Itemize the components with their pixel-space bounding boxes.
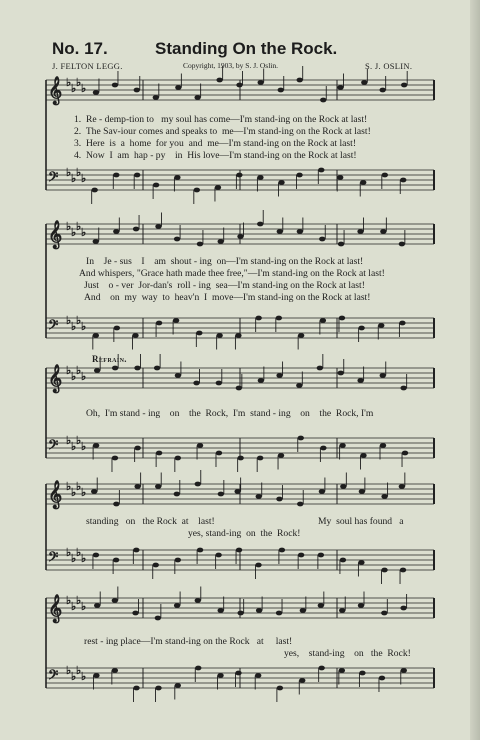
note-head <box>296 383 302 388</box>
note-head <box>156 321 162 326</box>
note-head <box>235 671 241 676</box>
note-head <box>237 456 243 461</box>
note-head <box>93 239 99 244</box>
note-head <box>153 563 159 568</box>
flat-sign-icon: ♭ <box>81 227 87 239</box>
note-head <box>297 229 303 234</box>
note-head <box>278 180 284 185</box>
refrain-line-3a: rest - ing place—I'm stand-ing on the Rock at last! <box>84 636 293 647</box>
note-head <box>276 373 282 378</box>
note-head <box>359 671 365 676</box>
flat-sign-icon: ♭ <box>66 315 72 327</box>
note-head <box>216 333 222 338</box>
note-head <box>256 608 262 613</box>
flat-sign-icon: ♭ <box>76 481 82 493</box>
note-head <box>401 668 407 673</box>
note-head <box>112 668 118 673</box>
hymn-number: No. 17. <box>52 39 108 58</box>
note-head <box>93 333 99 338</box>
note-head <box>217 673 223 678</box>
note-head <box>320 318 326 323</box>
note-head <box>197 242 203 247</box>
flat-sign-icon: ♭ <box>71 321 77 333</box>
flat-sign-icon: ♭ <box>76 665 82 677</box>
verse-4-line-1: 4. Now I am hap - py in His love—I'm stand-ing on the Rock at last! <box>74 150 357 161</box>
treble-clef-icon: 𝄞 <box>48 78 63 104</box>
note-head <box>257 456 263 461</box>
note-head <box>318 553 324 558</box>
flat-sign-icon: ♭ <box>66 435 72 447</box>
note-head <box>215 185 221 190</box>
note-head <box>175 85 181 90</box>
flat-sign-icon: ♭ <box>76 315 82 327</box>
flat-sign-icon: ♭ <box>81 671 87 683</box>
verse-4-line-2: And on my way to heav'n I move—I'm stand-ing on the Rock at last! <box>84 292 371 303</box>
flat-sign-icon: ♭ <box>71 671 77 683</box>
note-head <box>317 366 323 371</box>
refrain-line-2c: yes, stand-ing on the Rock! <box>188 528 301 539</box>
note-head <box>155 484 161 489</box>
note-head <box>134 484 140 489</box>
note-head <box>298 553 304 558</box>
note-head <box>197 443 203 448</box>
note-head <box>112 598 118 603</box>
note-head <box>297 502 303 507</box>
note-head <box>276 611 282 616</box>
note-head <box>379 676 385 681</box>
note-head <box>320 446 326 451</box>
note-head <box>174 603 180 608</box>
note-head <box>340 484 346 489</box>
note-head <box>255 563 261 568</box>
note-head <box>358 603 364 608</box>
note-head <box>257 175 263 180</box>
note-head <box>298 436 304 441</box>
note-head <box>380 373 386 378</box>
flat-sign-icon: ♭ <box>71 227 77 239</box>
flat-sign-icon: ♭ <box>81 83 87 95</box>
note-head <box>378 323 384 328</box>
note-head <box>255 673 261 678</box>
note-head <box>380 443 386 448</box>
flat-sign-icon: ♭ <box>81 553 87 565</box>
note-head <box>277 686 283 691</box>
verse-1-line-1: 1. Re - demp-tion to my soul has come—I'm stand-ing on the Rock at last! <box>74 114 368 125</box>
treble-clef-icon: 𝄞 <box>48 596 63 622</box>
note-head <box>236 386 242 391</box>
note-head <box>94 603 100 608</box>
note-head <box>195 482 201 487</box>
note-head <box>340 558 346 563</box>
flat-sign-icon: ♭ <box>71 441 77 453</box>
note-head <box>337 175 343 180</box>
note-head <box>318 168 324 173</box>
note-head <box>236 83 242 88</box>
treble-clef-icon: 𝄞 <box>48 366 63 392</box>
composer-credit: S. J. OSLIN. <box>365 61 413 71</box>
flat-sign-icon: ♭ <box>76 77 82 89</box>
note-head <box>156 451 162 456</box>
treble-clef-icon: 𝄞 <box>48 222 63 248</box>
note-head <box>93 673 99 678</box>
note-head <box>319 489 325 494</box>
note-head <box>337 85 343 90</box>
note-head <box>400 606 406 611</box>
note-head <box>175 558 181 563</box>
flat-sign-icon: ♭ <box>76 365 82 377</box>
flat-sign-icon: ♭ <box>71 371 77 383</box>
refrain-line-2b: My soul has found a <box>318 516 404 527</box>
note-head <box>93 90 99 95</box>
note-head <box>320 98 326 103</box>
note-head <box>134 366 140 371</box>
note-head <box>381 568 387 573</box>
note-head <box>174 492 180 497</box>
note-head <box>154 366 160 371</box>
note-head <box>298 333 304 338</box>
flat-sign-icon: ♭ <box>81 601 87 613</box>
note-head <box>218 239 224 244</box>
flat-sign-icon: ♭ <box>66 665 72 677</box>
flat-sign-icon: ♭ <box>81 441 87 453</box>
note-head <box>216 381 222 386</box>
note-head <box>175 456 181 461</box>
note-head <box>194 95 200 100</box>
flat-sign-icon: ♭ <box>71 601 77 613</box>
bass-clef-icon: 𝄢 <box>48 551 59 568</box>
note-head <box>237 234 243 239</box>
note-head <box>153 95 159 100</box>
note-head <box>339 316 345 321</box>
note-head <box>133 686 139 691</box>
note-head <box>338 242 344 247</box>
note-head <box>339 668 345 673</box>
flat-sign-icon: ♭ <box>66 221 72 233</box>
flat-sign-icon: ♭ <box>66 167 72 179</box>
note-head <box>132 333 138 338</box>
note-head <box>361 80 367 85</box>
note-head <box>360 453 366 458</box>
note-head <box>113 173 119 178</box>
note-head <box>94 368 100 373</box>
bass-clef-icon: 𝄢 <box>48 319 59 336</box>
note-head <box>359 489 365 494</box>
note-head <box>134 88 140 93</box>
note-head <box>132 611 138 616</box>
note-head <box>339 608 345 613</box>
refrain-line-1: Oh, I'm stand - ing on the Rock, I'm stand - ing on the Rock, I'm <box>86 408 374 419</box>
note-head <box>338 371 344 376</box>
flat-sign-icon: ♭ <box>76 595 82 607</box>
bass-clef-icon: 𝄢 <box>48 171 59 188</box>
flat-sign-icon: ♭ <box>66 77 72 89</box>
note-head <box>381 494 387 499</box>
verse-2-line-2: And whispers, "Grace hath made thee free,"—I'm stand-ing on the Rock at last! <box>79 268 385 279</box>
note-head <box>134 173 140 178</box>
note-head <box>278 453 284 458</box>
note-head <box>236 548 242 553</box>
flat-sign-icon: ♭ <box>76 435 82 447</box>
bass-clef-icon: 𝄢 <box>48 669 59 686</box>
note-head <box>381 611 387 616</box>
note-head <box>155 686 161 691</box>
note-head <box>380 229 386 234</box>
note-head <box>133 227 139 232</box>
note-head <box>319 237 325 242</box>
note-head <box>235 333 241 338</box>
note-head <box>278 88 284 93</box>
bass-clef-icon: 𝄢 <box>48 439 59 456</box>
note-head <box>196 331 202 336</box>
refrain-label: Refrain. <box>92 354 127 364</box>
note-head <box>91 188 97 193</box>
refrain-line-2a: standing on the Rock at last! <box>86 516 215 527</box>
flat-sign-icon: ♭ <box>66 481 72 493</box>
note-head <box>339 443 345 448</box>
note-head <box>358 560 364 565</box>
note-head <box>297 78 303 83</box>
note-head <box>257 222 263 227</box>
flat-sign-icon: ♭ <box>66 595 72 607</box>
note-head <box>358 326 364 331</box>
note-head <box>112 456 118 461</box>
verse-1-line-2: In Je - sus I am shout - ing on—I'm stand-ing on the Rock at last! <box>86 256 364 267</box>
note-head <box>296 173 302 178</box>
note-head <box>155 224 161 229</box>
verse-2-line-1: 2. The Sav-iour comes and speaks to me—I'm stand-ing on the Rock at last! <box>74 126 371 137</box>
note-head <box>357 378 363 383</box>
treble-clef-icon: 𝄞 <box>48 482 63 508</box>
flat-sign-icon: ♭ <box>71 553 77 565</box>
note-head <box>318 603 324 608</box>
note-head <box>217 608 223 613</box>
verse-3-line-1: 3. Here is a home for you and me—I'm stand-ing on the Rock at last! <box>74 138 357 149</box>
refrain-line-3b: yes, stand-ing on the Rock! <box>284 648 411 659</box>
hymn-title: Standing On the Rock. <box>155 39 338 58</box>
note-head <box>276 316 282 321</box>
note-head <box>276 497 282 502</box>
note-head <box>401 83 407 88</box>
note-head <box>174 175 180 180</box>
note-head <box>91 489 97 494</box>
note-head <box>382 173 388 178</box>
verse-3-line-2: Just o - ver Jor-dan's roll - ing sea—I'm stand-ing on the Rock at last! <box>84 280 365 291</box>
flat-sign-icon: ♭ <box>76 547 82 559</box>
note-head <box>318 666 324 671</box>
note-head <box>197 548 203 553</box>
note-head <box>399 242 405 247</box>
note-head <box>258 378 264 383</box>
note-head <box>153 183 159 188</box>
note-head <box>175 683 181 688</box>
note-head <box>113 229 119 234</box>
note-head <box>299 678 305 683</box>
note-head <box>215 553 221 558</box>
flat-sign-icon: ♭ <box>81 173 87 185</box>
flat-sign-icon: ♭ <box>81 371 87 383</box>
note-head <box>279 548 285 553</box>
flat-sign-icon: ♭ <box>81 321 87 333</box>
note-head <box>155 616 161 621</box>
note-head <box>400 568 406 573</box>
note-head <box>113 502 119 507</box>
note-head <box>93 443 99 448</box>
note-head <box>257 80 263 85</box>
note-head <box>237 611 243 616</box>
flat-sign-icon: ♭ <box>66 365 72 377</box>
note-head <box>216 78 222 83</box>
note-head <box>277 229 283 234</box>
note-head <box>195 598 201 603</box>
note-head <box>402 451 408 456</box>
note-head <box>255 316 261 321</box>
flat-sign-icon: ♭ <box>76 221 82 233</box>
note-head <box>300 608 306 613</box>
note-head <box>114 326 120 331</box>
note-head <box>113 558 119 563</box>
note-head <box>112 366 118 371</box>
note-head <box>194 188 200 193</box>
note-head <box>174 237 180 242</box>
note-head <box>400 386 406 391</box>
flat-sign-icon: ♭ <box>81 487 87 499</box>
note-head <box>195 666 201 671</box>
note-head <box>236 173 242 178</box>
note-head <box>134 446 140 451</box>
note-head <box>216 451 222 456</box>
note-head <box>399 321 405 326</box>
note-head <box>193 381 199 386</box>
note-head <box>379 88 385 93</box>
flat-sign-icon: ♭ <box>71 83 77 95</box>
flat-sign-icon: ♭ <box>71 173 77 185</box>
note-head <box>256 494 262 499</box>
flat-sign-icon: ♭ <box>71 487 77 499</box>
lyricist-credit: J. FELTON LEGG. <box>52 61 123 71</box>
note-head <box>93 553 99 558</box>
note-head <box>175 373 181 378</box>
note-head <box>173 318 179 323</box>
note-head <box>400 178 406 183</box>
note-head <box>357 229 363 234</box>
note-head <box>399 484 405 489</box>
note-head <box>234 489 240 494</box>
note-head <box>133 548 139 553</box>
note-head <box>218 492 224 497</box>
copyright-notice: Copyright, 1903, by S. J. Oslin. <box>183 61 279 70</box>
note-head <box>360 180 366 185</box>
flat-sign-icon: ♭ <box>66 547 72 559</box>
note-head <box>112 83 118 88</box>
flat-sign-icon: ♭ <box>76 167 82 179</box>
